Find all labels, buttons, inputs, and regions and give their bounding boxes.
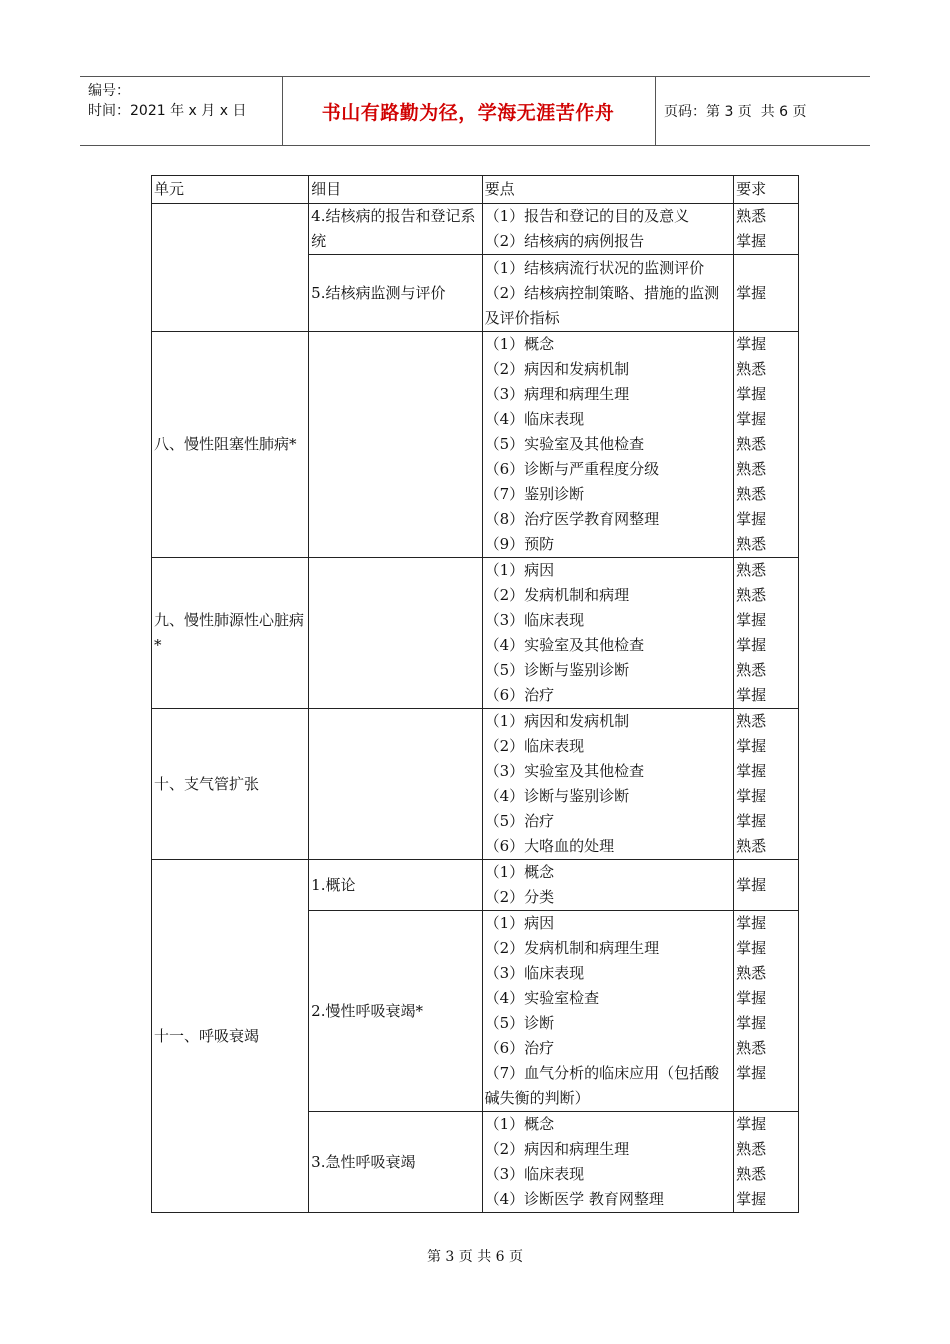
point-item: （3）临床表现	[484, 964, 585, 982]
point-item: （5）实验室及其他检查	[484, 435, 645, 453]
table-row	[152, 558, 799, 709]
point-item: （7）鉴别诊断	[484, 485, 585, 503]
table-row	[152, 860, 799, 911]
requirement-item: 熟悉	[736, 1165, 767, 1183]
requirement-item: 掌握	[736, 939, 767, 957]
requirement-cell	[734, 558, 799, 709]
point-item: （6）大咯血的处理	[484, 837, 615, 855]
page-header	[80, 76, 870, 146]
points-cell	[482, 204, 733, 255]
requirement-cell: 掌握	[734, 255, 799, 332]
detail-cell: 3.急性呼吸衰竭	[309, 1112, 482, 1213]
requirement-item: 熟悉	[736, 661, 767, 679]
requirement-item: 掌握	[736, 1115, 767, 1133]
requirement-item: 掌握	[736, 232, 767, 250]
number-label: 编号：	[88, 83, 130, 99]
point-item: （4）临床表现	[484, 410, 585, 428]
requirement-item: 掌握	[736, 510, 767, 528]
requirement-item: 熟悉	[736, 360, 767, 378]
point-item: （2）发病机制和病理生理	[484, 939, 660, 957]
unit-cell	[152, 204, 309, 332]
points-cell	[482, 255, 733, 332]
syllabus-table	[151, 175, 799, 1213]
detail-cell	[309, 558, 482, 709]
point-item: （7）血气分析的临床应用（包括酸碱失衡的判断）	[484, 1064, 720, 1107]
requirement-cell	[734, 332, 799, 558]
requirement-item: 掌握	[736, 385, 767, 403]
point-item: （1）病因和发病机制	[484, 712, 630, 730]
requirement-item: 熟悉	[736, 1140, 767, 1158]
point-item: （1）病因	[484, 914, 555, 932]
unit-cell: 九、慢性肺源性心脏病*	[152, 558, 309, 709]
requirement-item: 掌握	[736, 787, 767, 805]
requirement-item: 掌握	[736, 410, 767, 428]
requirement-item: 熟悉	[736, 561, 767, 579]
requirement-item: 掌握	[736, 737, 767, 755]
point-item: （4）诊断医学 教育网整理	[484, 1190, 664, 1208]
requirement-item: 掌握	[736, 611, 767, 629]
time-label: 时间：2021 年 x 月 x 日	[88, 103, 247, 119]
requirement-item: 掌握	[736, 914, 767, 932]
requirement-item: 熟悉	[736, 485, 767, 503]
table-header-row	[152, 176, 799, 204]
requirement-item: 熟悉	[736, 207, 767, 225]
point-item: （6）诊断与严重程度分级	[484, 460, 660, 478]
requirement-item: 熟悉	[736, 460, 767, 478]
header-divider	[655, 77, 656, 145]
detail-cell	[309, 332, 482, 558]
requirement-item: 掌握	[736, 686, 767, 704]
points-cell	[482, 1112, 733, 1213]
points-cell	[482, 860, 733, 911]
requirement-item: 掌握	[736, 335, 767, 353]
requirement-cell	[734, 1112, 799, 1213]
point-item: （4）诊断与鉴别诊断	[484, 787, 630, 805]
point-item: （1）概念	[484, 863, 555, 881]
point-item: （6）治疗	[484, 1039, 555, 1057]
detail-cell: 2.慢性呼吸衰竭*	[309, 911, 482, 1112]
point-item: （5）诊断与鉴别诊断	[484, 661, 630, 679]
unit-cell: 十、支气管扩张	[152, 709, 309, 860]
column-header-requirement: 要求	[734, 176, 799, 204]
points-cell	[482, 911, 733, 1112]
point-item: （1）报告和登记的目的及意义	[484, 207, 690, 225]
point-item: （1）结核病流行状况的监测评价	[484, 258, 705, 277]
points-cell	[482, 558, 733, 709]
column-header-unit: 单元	[152, 176, 309, 204]
point-item: （1）概念	[484, 1115, 555, 1133]
requirement-item: 掌握	[736, 989, 767, 1007]
header-meta	[88, 81, 283, 121]
point-item: （1）病因	[484, 561, 555, 579]
requirement-item: 熟悉	[736, 1039, 767, 1057]
requirement-item: 熟悉	[736, 435, 767, 453]
point-item: （3）临床表现	[484, 1165, 585, 1183]
point-item: （2）临床表现	[484, 737, 585, 755]
requirement-item: 熟悉	[736, 712, 767, 730]
table-row	[152, 204, 799, 255]
requirement-cell	[734, 911, 799, 1112]
detail-cell: 1.概论	[309, 860, 482, 911]
point-item: （6）治疗	[484, 686, 555, 704]
page-footer: 第 3 页 共 6 页	[426, 1249, 524, 1265]
point-item: （2）分类	[484, 888, 555, 906]
requirement-item: 熟悉	[736, 535, 767, 553]
requirement-cell	[734, 709, 799, 860]
point-item: （2）结核病的病例报告	[484, 232, 645, 250]
point-item: （2）病因和病理生理	[484, 1140, 630, 1158]
points-cell	[482, 332, 733, 558]
requirement-cell	[734, 204, 799, 255]
requirement-item: 熟悉	[736, 837, 767, 855]
column-header-points: 要点	[482, 176, 733, 204]
requirement-item: 熟悉	[736, 964, 767, 982]
detail-cell: 5.结核病监测与评价	[309, 255, 482, 332]
point-item: （1）概念	[484, 335, 555, 353]
point-item: （4）实验室检查	[484, 989, 600, 1007]
requirement-item: 掌握	[736, 1064, 767, 1082]
detail-cell	[309, 709, 482, 860]
requirement-item: 掌握	[736, 1014, 767, 1032]
requirement-item: 掌握	[736, 636, 767, 654]
requirement-item: 掌握	[736, 1190, 767, 1208]
point-item: （5）治疗	[484, 812, 555, 830]
point-item: （9）预防	[484, 535, 555, 553]
point-item: （2）结核病控制策略、措施的监测及评价指标	[484, 283, 720, 327]
unit-cell: 十一、呼吸衰竭	[152, 860, 309, 1213]
point-item: （3）实验室及其他检查	[484, 762, 645, 780]
requirement-item: 掌握	[736, 812, 767, 830]
header-page-number: 页码：第 3 页 共 6 页	[664, 104, 807, 120]
points-cell	[482, 709, 733, 860]
requirement-item: 熟悉	[736, 586, 767, 604]
detail-cell: 4.结核病的报告和登记系统	[309, 204, 482, 255]
table-row	[152, 709, 799, 860]
point-item: （8）治疗医学教育网整理	[484, 510, 660, 528]
point-item: （2）发病机制和病理	[484, 586, 630, 604]
point-item: （3）病理和病理生理	[484, 385, 630, 403]
header-motto: 书山有路勤为径，学海无涯苦作舟	[321, 101, 615, 124]
column-header-detail: 细目	[309, 176, 482, 204]
point-item: （3）临床表现	[484, 611, 585, 629]
point-item: （4）实验室及其他检查	[484, 636, 645, 654]
point-item: （2）病因和发病机制	[484, 360, 630, 378]
unit-cell: 八、慢性阻塞性肺病*	[152, 332, 309, 558]
table-row	[152, 332, 799, 558]
requirement-item: 掌握	[736, 762, 767, 780]
point-item: （5）诊断	[484, 1014, 555, 1032]
requirement-cell: 掌握	[734, 860, 799, 911]
